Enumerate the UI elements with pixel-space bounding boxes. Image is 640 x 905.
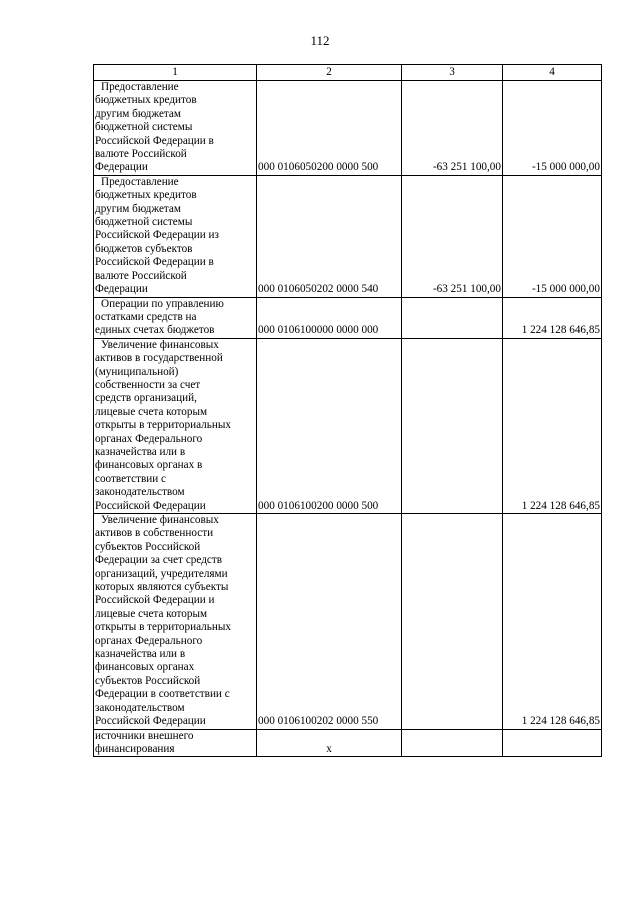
- row-name-line: организаций, учредителями: [95, 567, 228, 580]
- row-name-cell: [94, 338, 257, 513]
- row-name-line: активов в собственности: [95, 527, 214, 540]
- row-name-cell: [94, 297, 257, 338]
- column-header-2: 2: [257, 65, 402, 81]
- row-name-line: источники внешнего: [95, 729, 194, 742]
- row-name-line: органах Федерального: [95, 634, 203, 647]
- row-name-line: Российской Федерации: [95, 499, 206, 512]
- table-header-row: [94, 65, 602, 81]
- budget-code-cell: 000 0106100000 0000 000: [257, 297, 402, 338]
- row-name-line: Федерации в соответствии с: [95, 688, 230, 701]
- row-name-line: казначейства или в: [95, 648, 186, 661]
- amount-col3-cell: [402, 338, 503, 513]
- row-name-line: которых являются субъекты: [95, 581, 229, 594]
- row-name-line: бюджетных кредитов: [95, 94, 197, 107]
- table-row: [94, 338, 602, 513]
- row-name-line: законодательством: [95, 701, 185, 714]
- table-row: [94, 175, 602, 297]
- table-row: [94, 729, 602, 757]
- column-header-3: 3: [402, 65, 503, 81]
- budget-code-cell: 000 0106050202 0000 540: [257, 175, 402, 297]
- row-name-line: Российской Федерации в: [95, 134, 214, 147]
- row-name-line: Предоставление: [101, 175, 179, 188]
- row-name-line: Российской Федерации из: [95, 229, 219, 242]
- budget-sources-table: [93, 64, 602, 757]
- row-name-line: лицевые счета которым: [95, 607, 208, 620]
- row-name-line: Предоставление: [101, 81, 179, 93]
- amount-col3-cell: [402, 729, 503, 757]
- row-name-line: другим бюджетам: [95, 202, 181, 215]
- budget-code-cell: х: [257, 729, 402, 757]
- amount-col4-cell: [503, 729, 602, 757]
- page-number: 112: [310, 33, 330, 48]
- column-header-1: 1: [94, 65, 257, 81]
- row-name-line: другим бюджетам: [95, 107, 181, 120]
- row-name-line: Российской Федерации: [95, 715, 206, 728]
- amount-col3-cell: [402, 514, 503, 730]
- row-name-line: законодательством: [95, 486, 185, 499]
- row-name-line: Увеличение финансовых: [101, 338, 219, 351]
- row-name-line: Операции по управлению: [101, 297, 224, 310]
- row-name-line: Российской Федерации в: [95, 256, 214, 269]
- row-name-line: (муниципальной): [95, 365, 179, 378]
- row-name-line: соответствии с: [95, 472, 166, 485]
- row-name-line: средств организаций,: [95, 392, 197, 405]
- row-name-line: валюте Российской: [95, 148, 187, 161]
- row-name-line: единых счетах бюджетов: [95, 324, 215, 337]
- row-name-line: Российской Федерации и: [95, 594, 215, 607]
- amount-col4-cell: 1 224 128 646,85: [503, 297, 602, 338]
- amount-col3-cell: -63 251 100,00: [402, 81, 503, 176]
- row-name-cell: [94, 175, 257, 297]
- row-name-line: субъектов Российской: [95, 540, 201, 553]
- amount-col4-cell: 1 224 128 646,85: [503, 514, 602, 730]
- row-name-line: бюджетных кредитов: [95, 189, 197, 202]
- table-row: [94, 297, 602, 338]
- row-name-line: собственности за счет: [95, 378, 201, 391]
- amount-col4-cell: -15 000 000,00: [503, 175, 602, 297]
- row-name-line: органах Федерального: [95, 432, 203, 445]
- row-name-line: Федерации за счет средств: [95, 554, 223, 567]
- amount-col3-cell: -63 251 100,00: [402, 175, 503, 297]
- row-name-line: бюджетной системы: [95, 121, 193, 134]
- row-name-cell: [94, 81, 257, 176]
- row-name-line: бюджетной системы: [95, 216, 193, 229]
- row-name-line: остатками средств на: [95, 310, 197, 323]
- column-header-4: 4: [503, 65, 602, 81]
- row-name-line: Увеличение финансовых: [101, 514, 219, 526]
- row-name-line: казначейства или в: [95, 445, 186, 458]
- row-name-cell: [94, 729, 257, 757]
- row-name-line: Федерации: [95, 283, 148, 296]
- budget-code-cell: 000 0106100200 0000 500: [257, 338, 402, 513]
- row-name-line: лицевые счета которым: [95, 405, 208, 418]
- row-name-line: валюте Российской: [95, 269, 187, 282]
- row-name-line: Федерации: [95, 161, 148, 174]
- row-name-line: открыты в территориальных: [95, 419, 231, 432]
- row-name-line: финансирования: [95, 742, 175, 755]
- amount-col4-cell: -15 000 000,00: [503, 81, 602, 176]
- budget-code-cell: 000 0106050200 0000 500: [257, 81, 402, 176]
- row-name-line: бюджетов субъектов: [95, 242, 193, 255]
- row-name-cell: [94, 514, 257, 730]
- amount-col4-cell: 1 224 128 646,85: [503, 338, 602, 513]
- budget-code-cell: 000 0106100202 0000 550: [257, 514, 402, 730]
- amount-col3-cell: [402, 297, 503, 338]
- table-row: [94, 81, 602, 176]
- row-name-line: финансовых органах в: [95, 459, 203, 472]
- row-name-line: активов в государственной: [95, 352, 223, 365]
- row-name-line: финансовых органах: [95, 661, 195, 674]
- row-name-line: субъектов Российской: [95, 674, 201, 687]
- table-row: [94, 514, 602, 730]
- row-name-line: открыты в территориальных: [95, 621, 231, 634]
